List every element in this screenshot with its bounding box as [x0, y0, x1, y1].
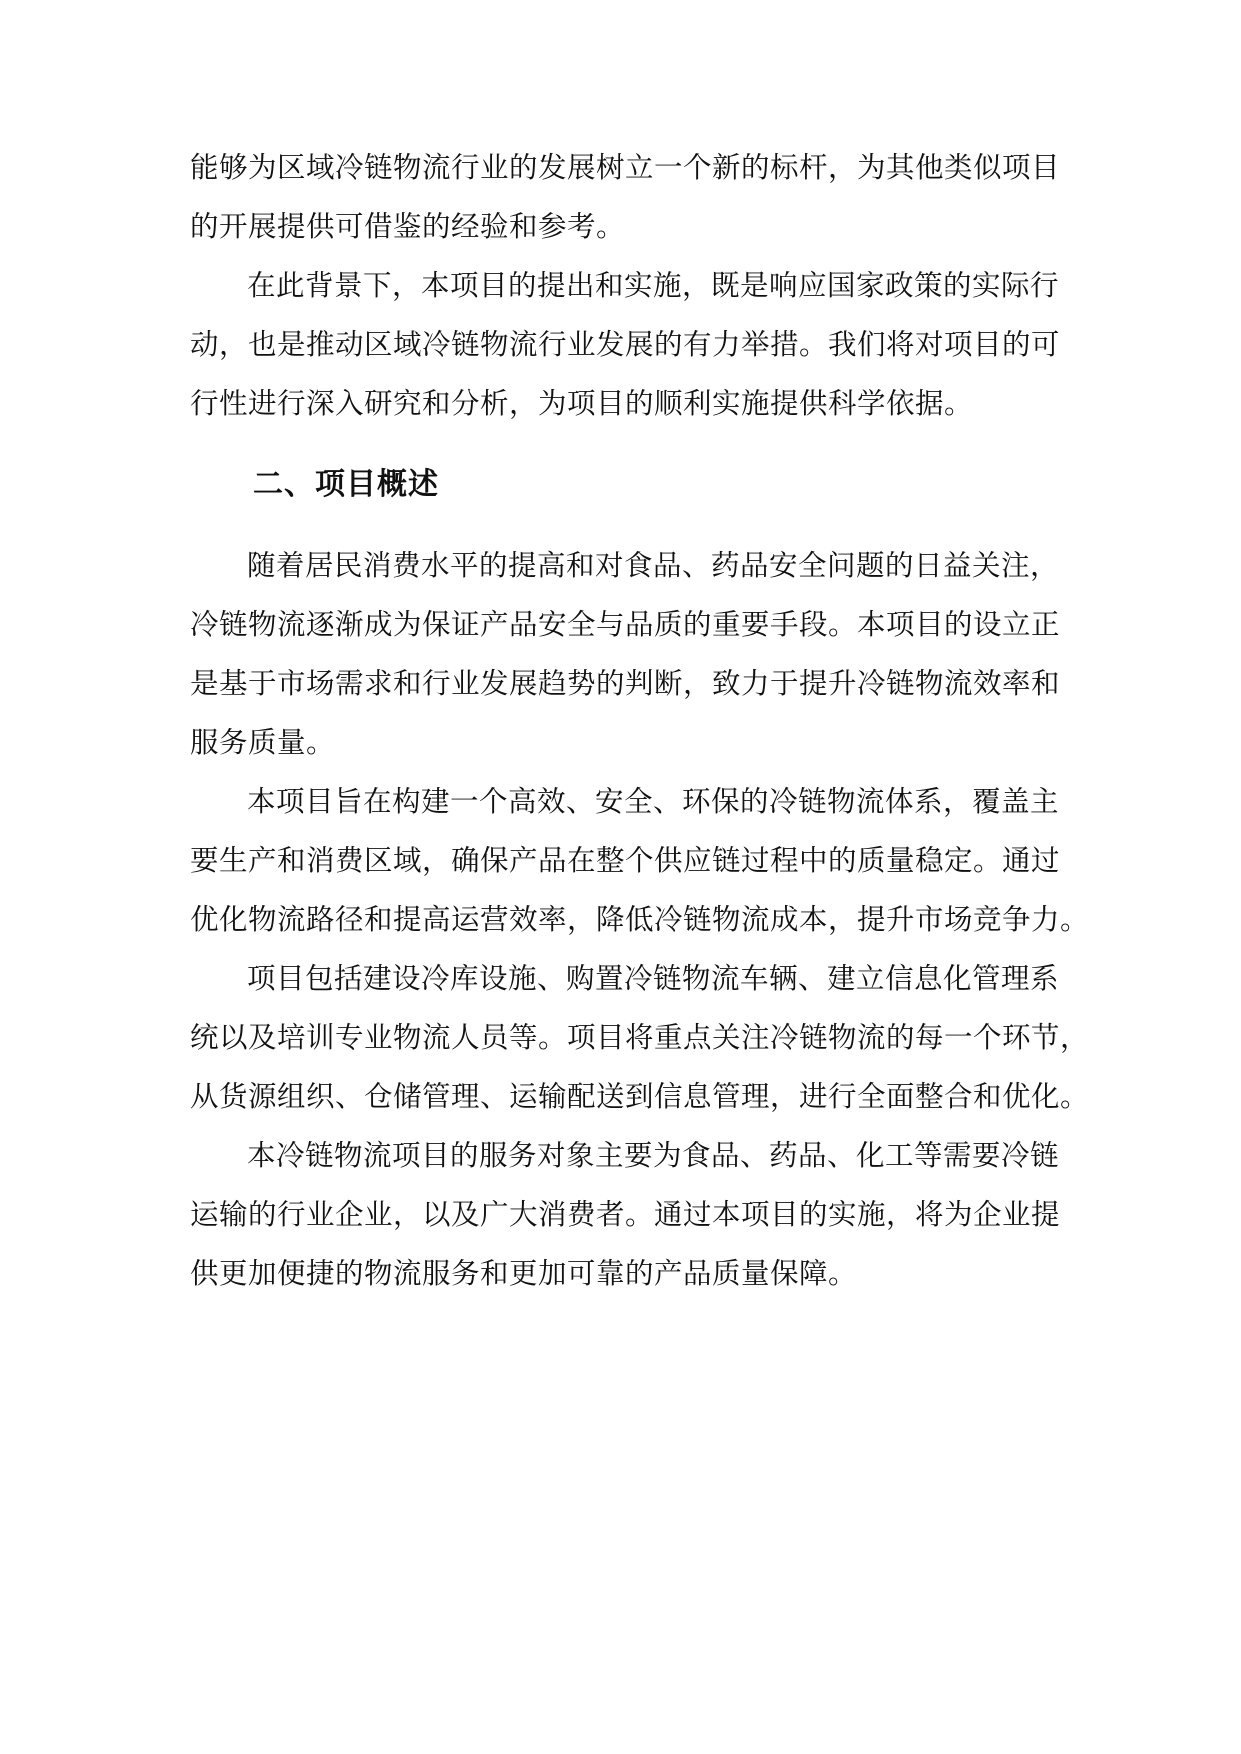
- text-line: 随着居民消费水平的提高和对食品、药品安全问题的日益关注，: [247, 549, 1060, 582]
- paragraph-background: [190, 256, 1061, 433]
- text-line: 能够为区域冷链物流行业的发展树立一个新的标杆，为其他类似项目: [190, 151, 1061, 184]
- text-line: 动，也是推动区域冷链物流行业发展的有力举措。我们将对项目的可: [190, 328, 1061, 361]
- text-line: 本项目旨在构建一个高效、安全、环保的冷链物流体系，覆盖主: [247, 785, 1060, 818]
- text-line: 优化物流路径和提高运营效率，降低冷链物流成本，提升市场竞争力。: [190, 903, 1090, 936]
- text-line: 统以及培训专业物流人员等。项目将重点关注冷链物流的每一个环节，: [190, 1021, 1090, 1054]
- text-line: 是基于市场需求和行业发展趋势的判断，致力于提升冷链物流效率和: [190, 667, 1061, 700]
- text-line: 运输的行业企业，以及广大消费者。通过本项目的实施，将为企业提: [190, 1198, 1061, 1231]
- section-heading: 二、项目概述: [253, 467, 439, 502]
- text-line: 服务质量。: [190, 726, 336, 759]
- paragraph-overview-2: [190, 772, 1090, 949]
- text-line: 供更加便捷的物流服务和更加可靠的产品质量保障。: [190, 1257, 858, 1290]
- text-line: 项目包括建设冷库设施、购置冷链物流车辆、建立信息化管理系: [247, 962, 1060, 995]
- text-line: 要生产和消费区域，确保产品在整个供应链过程中的质量稳定。通过: [190, 844, 1061, 877]
- text-line: 冷链物流逐渐成为保证产品安全与品质的重要手段。本项目的设立正: [190, 608, 1061, 641]
- paragraph-continuation: [190, 138, 1061, 256]
- text-line: 在此背景下，本项目的提出和实施，既是响应国家政策的实际行: [247, 269, 1060, 302]
- paragraph-overview-1: [190, 536, 1061, 772]
- paragraph-overview-3: [190, 949, 1090, 1126]
- text-line: 的开展提供可借鉴的经验和参考。: [190, 210, 626, 243]
- text-line: 从货源组织、仓储管理、运输配送到信息管理，进行全面整合和优化。: [190, 1080, 1090, 1113]
- text-line: 本冷链物流项目的服务对象主要为食品、药品、化工等需要冷链: [247, 1139, 1060, 1172]
- paragraph-overview-4: [190, 1126, 1061, 1303]
- document-body: [190, 138, 1090, 1303]
- text-line: 行性进行深入研究和分析，为项目的顺利实施提供科学依据。: [190, 387, 974, 420]
